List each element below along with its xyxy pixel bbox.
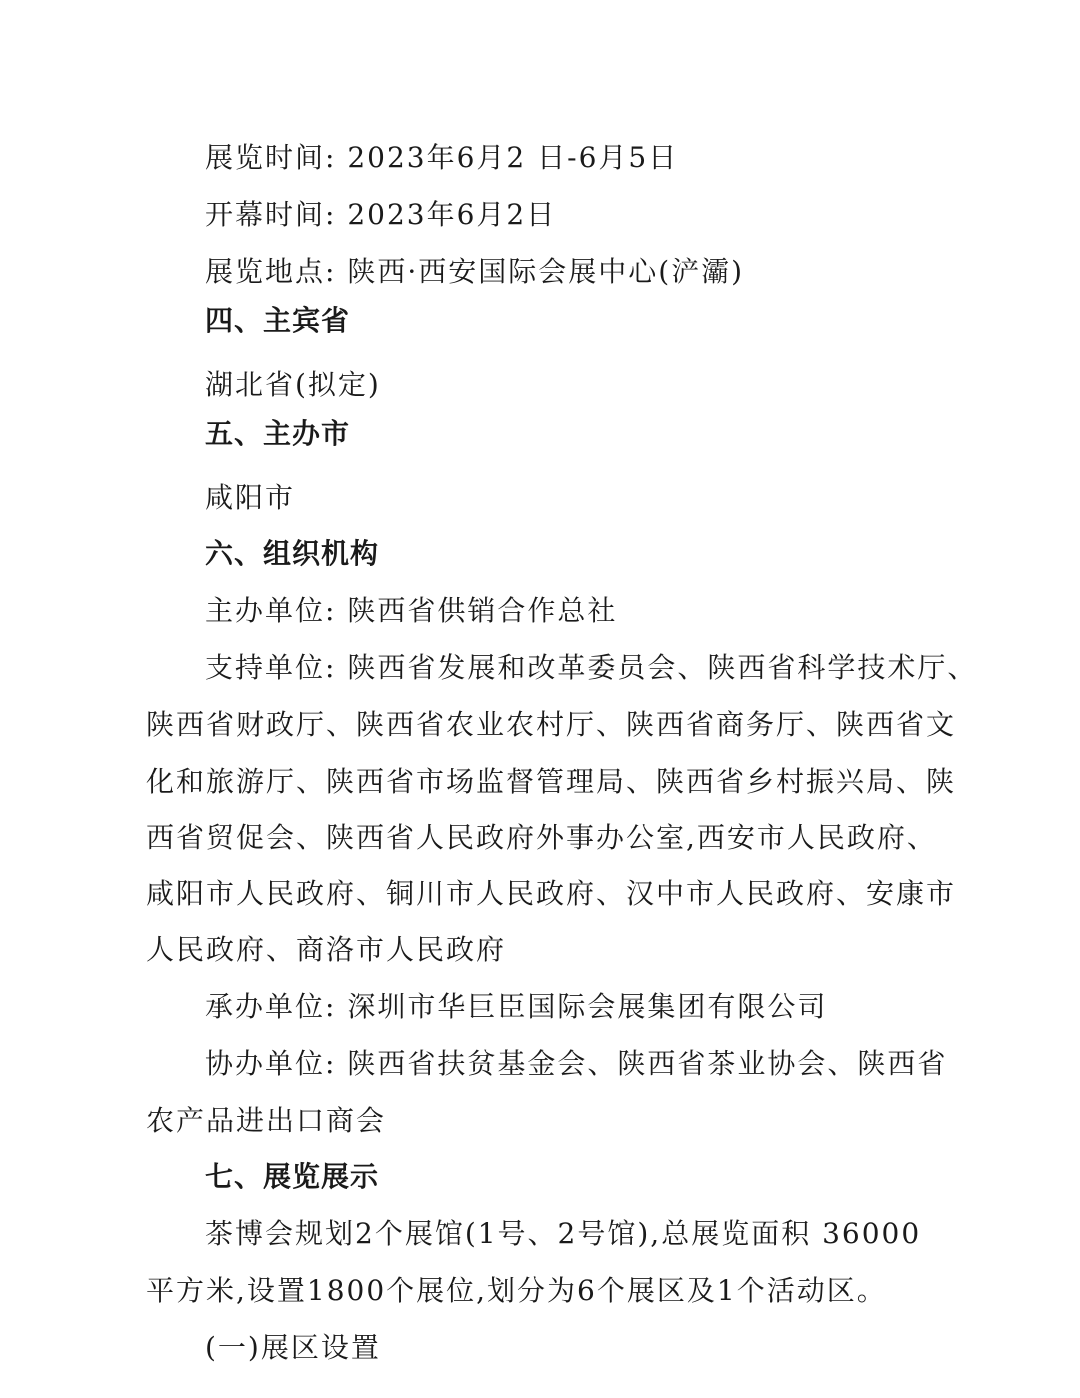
section-6-heading: 六、组织机构 <box>205 537 380 570</box>
supporters-line: 西省贸促会、陕西省人民政府外事办公室,西安市人民政府、 <box>146 821 937 854</box>
exhibition-time: 展览时间: 2023年6月2 日-6月5日 <box>205 141 679 174</box>
undertaker: 承办单位: 深圳市华巨臣国际会展集团有限公司 <box>205 990 828 1023</box>
co-organizers-line: 协办单位: 陕西省扶贫基金会、陕西省茶业协会、陕西省 <box>205 1047 948 1080</box>
supporters-line: 咸阳市人民政府、铜川市人民政府、汉中市人民政府、安康市 <box>146 877 957 910</box>
section-7-heading: 七、展览展示 <box>205 1160 380 1193</box>
section-4-heading: 四、主宾省 <box>205 304 351 337</box>
section-7-body-line: 平方米,设置1800个展位,划分为6个展区及1个活动区。 <box>146 1274 887 1307</box>
supporters-line: 化和旅游厅、陕西省市场监督管理局、陕西省乡村振兴局、陕 <box>146 765 957 798</box>
co-organizers-line: 农产品进出口商会 <box>146 1104 387 1137</box>
section-7-body-line: 茶博会规划2个展馆(1号、2号馆),总展览面积 36000 <box>205 1217 922 1250</box>
organizer: 主办单位: 陕西省供销合作总社 <box>205 594 618 627</box>
supporters-line: 支持单位: 陕西省发展和改革委员会、陕西省科学技术厅、 <box>205 651 978 684</box>
section-4-body: 湖北省(拟定) <box>205 368 381 401</box>
subsection-1-heading: (一)展区设置 <box>205 1331 381 1364</box>
section-5-heading: 五、主办市 <box>205 417 351 450</box>
supporters-line: 陕西省财政厅、陕西省农业农村厅、陕西省商务厅、陕西省文 <box>146 708 957 741</box>
section-5-body: 咸阳市 <box>205 481 296 514</box>
supporters-line: 人民政府、商洛市人民政府 <box>146 933 507 966</box>
exhibition-venue: 展览地点: 陕西·西安国际会展中心(浐灞) <box>205 255 745 288</box>
opening-time: 开幕时间: 2023年6月2日 <box>205 198 557 231</box>
